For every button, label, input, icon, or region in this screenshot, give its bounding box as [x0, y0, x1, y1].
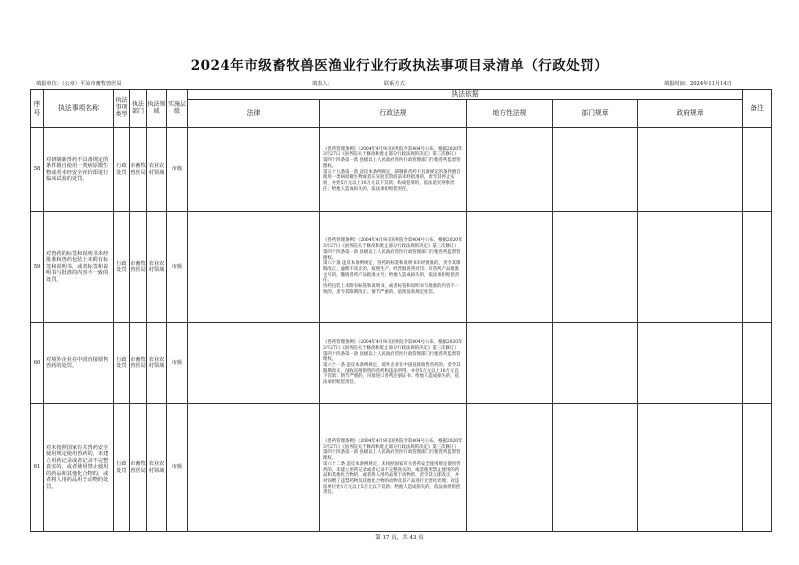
- cell-remark: [743, 323, 772, 404]
- cell-seq: 61: [31, 404, 44, 532]
- cell-local-reg: [467, 128, 553, 212]
- header-basis: 执法依据: [188, 90, 743, 100]
- table-row: [31, 212, 772, 323]
- header-remark: 备注: [743, 90, 772, 128]
- cell-remark: [743, 212, 772, 323]
- cell-gov-rule: [638, 212, 743, 323]
- enforcement-items-table: [30, 89, 772, 532]
- cell-type: 行政处罚: [114, 323, 130, 404]
- cell-seq: 58: [31, 128, 44, 212]
- header-law: 法律: [188, 100, 320, 128]
- cell-domain: 农业农村领域: [147, 404, 167, 532]
- page-number: 第 17 页，共 43 页: [375, 535, 424, 541]
- cell-local-reg: [467, 212, 553, 323]
- report-date: 填报时间：2024年11月14日: [664, 81, 732, 87]
- cell-level: 市级: [167, 128, 188, 212]
- cell-domain: 农业农村领域: [147, 323, 167, 404]
- header-domain: 执法领域: [147, 90, 167, 128]
- cell-local-reg: [467, 404, 553, 532]
- cell-admin-reg: 《兽药管理条例》（2004年4月9日国务院令第404号公布，根据2020年3月27日《国务院关于修改和废止部分行政法规的决定》第三次修订） 第四十四条第一款 县级以上人民政府兽医行政管理部门行使兽药监督管理权。 第五十九条第一款 违反本条例规定，研制新兽药不具备规定的条件擅自使用一类病原微生物或者在实验室阶段前未经批准的，责令其停止实验，并处5万元以上10万元以下罚款；构成犯罪的，依法追究刑事责任；给他人造成损失的，依法承担赔偿责任。: [320, 128, 467, 212]
- cell-gov-rule: [638, 128, 743, 212]
- cell-gov-rule: [638, 323, 743, 404]
- cell-law: [188, 323, 320, 404]
- cell-admin-reg: 《兽药管理条例》（2004年4月9日国务院令第404号公布，根据2020年3月27日《国务院关于修改和废止部分行政法规的决定》第三次修订） 第四十四条第一款 县级以上人民政府兽医行政管理部门行使兽药监督管理权。 第六十一条 违反本条例规定，境外企业在中国直接销售兽药的，责令其限期改正，没收直接销售的兽药和违法所得，并处5万元以上10万元以下罚款；情节严重的，吊销进口兽药注册证书；给他人造成损失的，依法承担赔偿责任。: [320, 323, 467, 404]
- cell-name: 对境外企业在中国直接销售兽药的处罚。: [44, 323, 114, 404]
- header-local-reg: 地方性法规: [467, 100, 553, 128]
- cell-local-reg: [467, 323, 553, 404]
- table-row: [31, 128, 772, 212]
- cell-type: 行政处罚: [114, 404, 130, 532]
- filler-label: 填表人：: [312, 81, 333, 87]
- cell-name: 对未按照国家有关兽药安全使用规定使用兽药的，未建立用药记录或者记录不完整真实的，或者使用禁止使用的药品和其他化合物的，或者将人用药品用于动物的处罚。: [44, 404, 114, 532]
- cell-admin-reg: 《兽药管理条例》（2004年4月9日国务院令第404号公布，根据2020年3月27日《国务院关于修改和废止部分行政法规的决定》第三次修订） 第四十四条第一款 县级以上人民政府兽医行政管理部门行使兽药监督管理权。 第六十二条 违反本条例规定，未按照国家有关兽药安全使用规定使用兽药的、未建立用药记录或者记录不完整真实的，或者使用禁止使用的药品和其他化合物的，或者将人用药品用于动物的，责令其立即改正，并对饲喂了违禁药物及其他化合物的动物及其产品进行无害化处理；对违法单位处1万元以上5万元以下罚款；给他人造成损失的，依法承担赔偿责任。: [320, 404, 467, 532]
- table-row: [31, 323, 772, 404]
- cell-domain: 农业农村领域: [147, 128, 167, 212]
- cell-level: 市级: [167, 404, 188, 532]
- page-title: 2024年市级畜牧兽医渔业行业行政执法事项目录清单（行政处罚）: [190, 58, 609, 74]
- cell-type: 行政处罚: [114, 128, 130, 212]
- header-admin-reg: 行政法规: [320, 100, 467, 128]
- cell-dept-rule: [553, 404, 638, 532]
- table-row: [31, 404, 772, 532]
- header-item-type: 执法事项类型: [114, 90, 130, 128]
- header-item-name: 执法事项名称: [44, 90, 114, 128]
- cell-dept-rule: [553, 212, 638, 323]
- cell-seq: 59: [31, 212, 44, 323]
- cell-dept-rule: [553, 323, 638, 404]
- contact-label: 联系方式：: [384, 81, 410, 87]
- cell-level: 市级: [167, 212, 188, 323]
- cell-remark: [743, 404, 772, 532]
- reporting-unit: 填报单位：（公章）平凉市畜牧兽医局: [36, 81, 122, 87]
- cell-gov-rule: [638, 404, 743, 532]
- cell-level: 市级: [167, 323, 188, 404]
- cell-law: [188, 128, 320, 212]
- cell-domain: 农业农村领域: [147, 212, 167, 323]
- header-seq: 序号: [31, 90, 44, 128]
- cell-name: 对研制新兽药不具备规定的条件擅自使用一类病原微生物或者未经安全评价即进行临床试验的处罚。: [44, 128, 114, 212]
- cell-dept: 市畜牧兽医局: [130, 128, 147, 212]
- header-gov-rule: 政府规章: [638, 100, 743, 128]
- cell-dept: 市畜牧兽医局: [130, 323, 147, 404]
- cell-seq: 60: [31, 323, 44, 404]
- cell-admin-reg: 《兽药管理条例》（2004年4月9日国务院令第404号公布，根据2020年3月27日《国务院关于修改和废止部分行政法规的决定》第三次修订） 第四十四条第一款 县级以上人民政府兽医行政管理部门行使兽药监督管理权。 第六十条 违反本条例规定，兽药的标签和说明书未经批准的，责令其限期改正；逾期不改正的，按照生产、经营假兽药处罚；有兽药产品批准文号的，撤销兽药产品批准文号；给他人造成损失的，依法承担赔偿责任。 兽药包装上未附有标签和说明书，或者标签和说明书与批准的内容不一致的，责令其限期改正；情节严重的，依照前款规定处罚。: [320, 212, 467, 323]
- cell-dept: 市畜牧兽医局: [130, 212, 147, 323]
- header-level: 实施层级: [167, 90, 188, 128]
- cell-dept: 市畜牧兽医局: [130, 404, 147, 532]
- cell-remark: [743, 128, 772, 212]
- header-dept-rule: 部门规章: [553, 100, 638, 128]
- cell-dept-rule: [553, 128, 638, 212]
- cell-law: [188, 404, 320, 532]
- cell-name: 对兽药的标签和说明书未经批准和兽药包装上未附有标签和说明书，或者标签和说明书与批准的内容不一致的处罚。: [44, 212, 114, 323]
- header-dept: 执法部门: [130, 90, 147, 128]
- cell-law: [188, 212, 320, 323]
- cell-type: 行政处罚: [114, 212, 130, 323]
